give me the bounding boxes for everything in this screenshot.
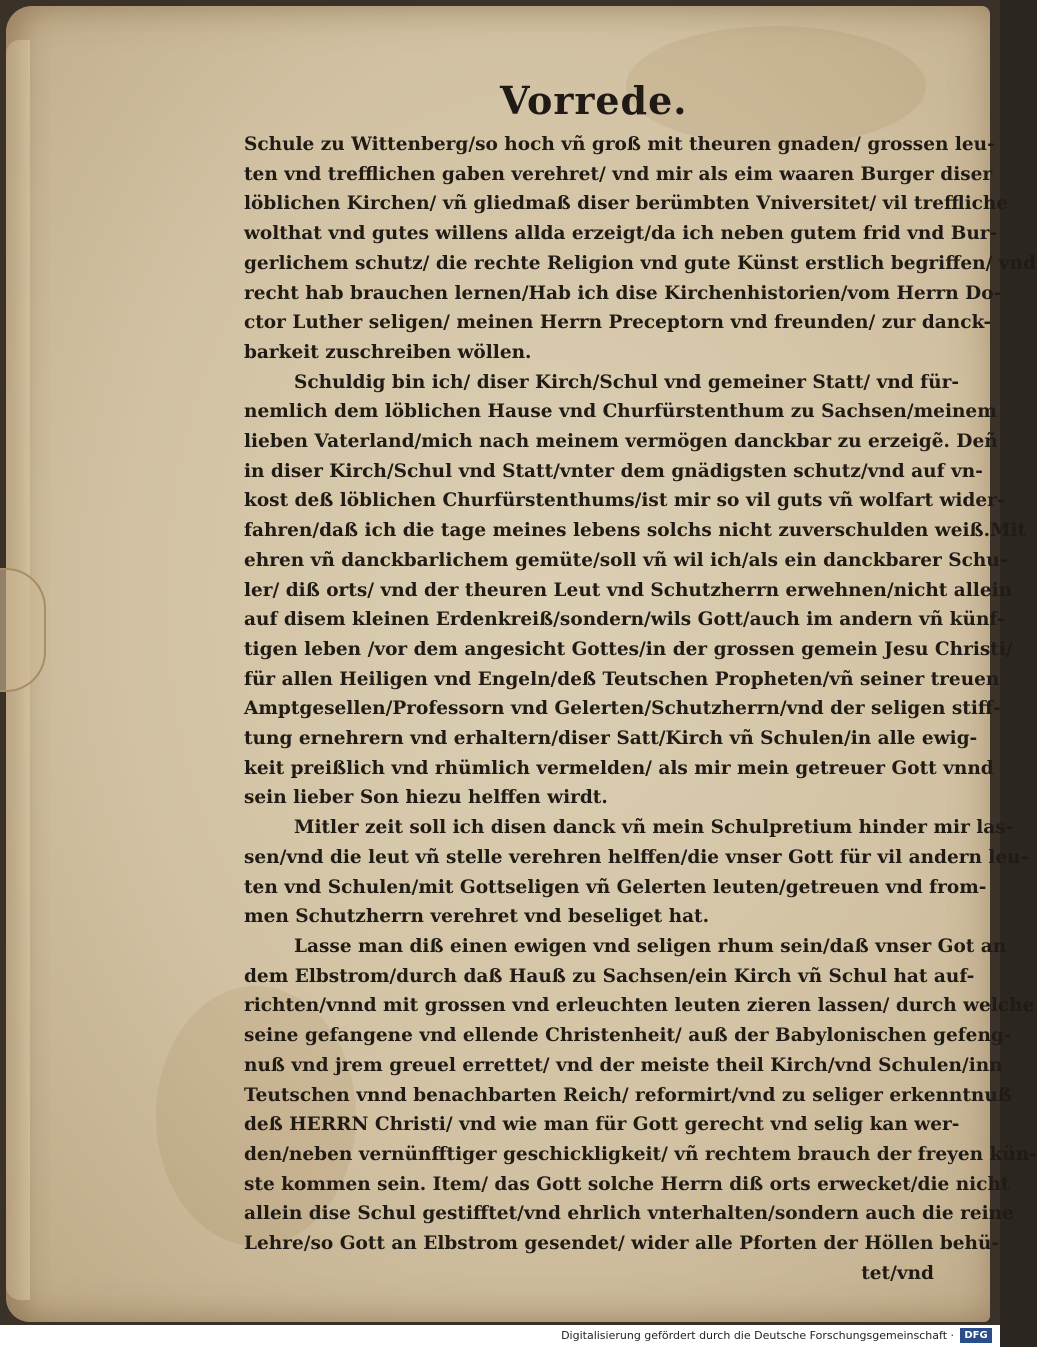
text-line: allein dise Schul gestifftet/vnd ehrlich vnterhalten/sondern auch die reine — [244, 1203, 1014, 1225]
text-line: Lasse man diß einen ewigen vnd seligen rhum sein/daß vnser Got an — [294, 935, 1007, 957]
text-line: löblichen Kirchen/ vñ gliedmaß diser berümbten Vniversitet/ vil treffliche — [244, 193, 1009, 215]
text-line: nemlich dem löblichen Hause vnd Churfürstenthum zu Sachsen/meinem — [244, 401, 997, 423]
text-line: den/neben vernünfftiger geschickligkeit/ vñ rechtem brauch der freyen kün- — [244, 1143, 1037, 1165]
text-line: Schule zu Wittenberg/so hoch vñ groß mit theuren gnaden/ grossen leu- — [244, 134, 995, 155]
text-line: ctor Luther seligen/ meinen Herrn Preceptorn vnd freunden/ zur danck- — [244, 312, 992, 334]
text-line: ler/ diß orts/ vnd der theuren Leut vnd Schutzherrn erwehnen/nicht allein — [244, 579, 1013, 601]
text-line: ste kommen sein. Item/ das Gott solche Herrn diß orts erwecket/die nicht — [244, 1173, 1010, 1195]
dfg-credit: Digitalisierung gefördert durch die Deutsche Forschungsgemeinschaft · — [561, 1329, 954, 1342]
text-line: wolthat vnd gutes willens allda erzeigt/da ich neben gutem frid vnd Bur- — [244, 223, 998, 245]
text-line: gerlichem schutz/ die rechte Religion vnd gute Künst erstlich begriffen/ vnd — [244, 252, 1036, 274]
text-line: in diser Kirch/Schul vnd Statt/vnter dem gnädigsten schutz/vnd auf vn- — [244, 460, 983, 482]
footer-bar — [0, 1325, 1000, 1347]
text-line: sein lieber Son hiezu helffen wirdt. — [244, 787, 608, 809]
text-line: men Schutzherrn verehret vnd beseliget hat. — [244, 906, 710, 928]
text-line: nuß vnd jrem greuel errettet/ vnd der meiste theil Kirch/vnd Schulen/inn — [244, 1054, 1003, 1076]
text-line: sen/vnd die leut vñ stelle verehren helffen/die vnser Gott für vil andern leu- — [244, 846, 1029, 868]
page-header: Vorrede. — [500, 78, 688, 123]
dfg-logo-icon: DFG — [960, 1328, 992, 1343]
text-line: recht hab brauchen lernen/Hab ich dise Kirchenhistorien/vom Herrn Do- — [244, 282, 1002, 304]
text-line: seine gefangene vnd ellende Christenheit/ auß der Babylonischen gefeng- — [244, 1025, 1012, 1047]
text-line: fahren/daß ich die tage meines lebens solchs nicht zuverschulden weiß.Mit — [244, 520, 1027, 542]
text-line: Amptgesellen/Professorn vnd Gelerten/Schutzherrn/vnd der seligen stiff- — [244, 698, 1001, 720]
text-line: tigen leben /vor dem angesicht Gottes/in der grossen gemein Jesu Christi/ — [244, 638, 1013, 660]
text-line: Schuldig bin ich/ diser Kirch/Schul vnd gemeiner Statt/ vnd für- — [294, 371, 959, 393]
text-line: tet/vnd — [861, 1262, 934, 1284]
text-line: Mitler zeit soll ich disen danck vñ mein Schulpretium hinder mir las- — [294, 817, 1014, 839]
text-line: ten vnd trefflichen gaben verehret/ vnd mir als eim waaren Burger diser — [244, 163, 993, 185]
text-line: keit preißlich vnd rhümlich vermelden/ als mir mein getreuer Gott vnnd — [244, 757, 994, 779]
text-line: lieben Vaterland/mich nach meinem vermögen danckbar zu erzeigẽ. Deñ — [244, 431, 998, 453]
body-text — [244, 130, 1037, 1288]
text-line: Teutschen vnnd benachbarten Reich/ reformirt/vnd zu seliger erkenntnuß — [244, 1084, 1012, 1106]
text-line: barkeit zuschreiben wöllen. — [244, 341, 532, 363]
text-line: auf disem kleinen Erdenkreiß/sondern/wils Gott/auch im andern vñ künf- — [244, 609, 1005, 631]
text-line: richten/vnnd mit grossen vnd erleuchten leuten zieren lassen/ durch welche — [244, 995, 1035, 1017]
text-line: deß HERRN Christi/ vnd wie man für Gott gerecht vnd selig kan wer- — [244, 1114, 960, 1136]
text-line: kost deß löblichen Churfürstenthums/ist mir so vil guts vñ wolfart wider- — [244, 490, 1005, 512]
text-line: für allen Heiligen vnd Engeln/deß Teutschen Propheten/vñ seiner treuen — [244, 668, 1000, 690]
text-line: ten vnd Schulen/mit Gottseligen vñ Gelerten leuten/getreuen vnd from- — [244, 876, 987, 898]
text-line: dem Elbstrom/durch daß Hauß zu Sachsen/ein Kirch vñ Schul hat auf- — [244, 965, 975, 987]
binding-tab — [0, 568, 46, 692]
text-line: ehren vñ danckbarlichem gemüte/soll vñ wil ich/als ein danckbarer Schu- — [244, 549, 1008, 571]
text-line: tung ernehrern vnd erhaltern/diser Satt/Kirch vñ Schulen/in alle ewig- — [244, 728, 978, 750]
text-line: Lehre/so Gott an Elbstrom gesendet/ wider alle Pforten der Höllen behü- — [244, 1233, 1000, 1255]
